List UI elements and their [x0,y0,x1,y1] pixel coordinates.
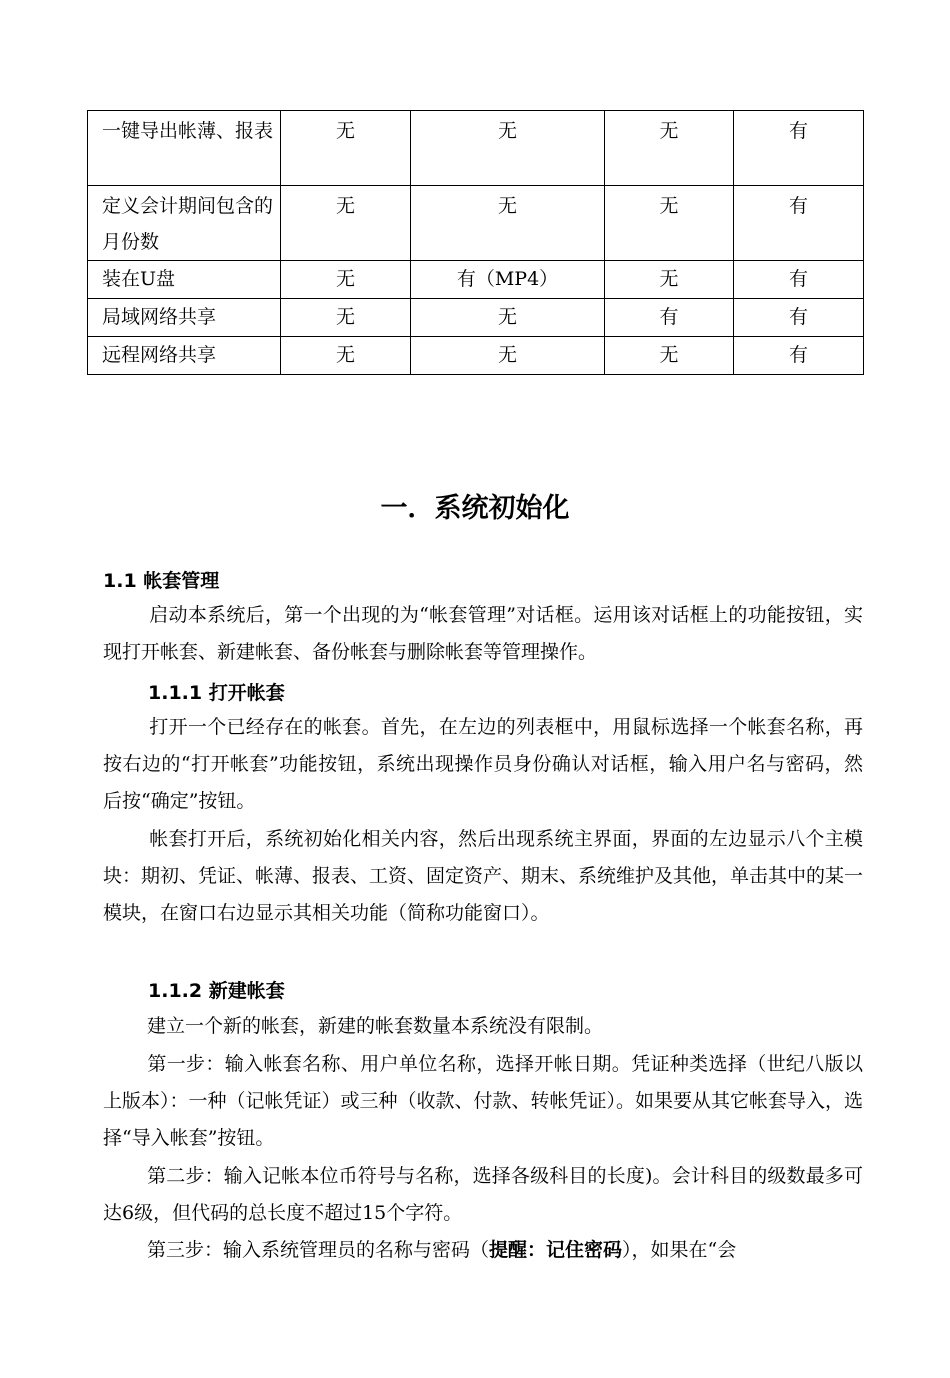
section-heading-1-1-2: 1.1.2 新建帐套 [148,980,285,1002]
paragraph [103,1046,863,1157]
paragraph-text: 建立一个新的帐套，新建的帐套数量本系统没有限制。 [147,1015,604,1037]
table-cell: 无 [605,337,734,375]
feature-comparison-table [87,110,864,375]
row-label: 装在U盘 [88,261,281,299]
row-label: 远程网络共享 [88,337,281,375]
table-cell: 无 [281,186,411,261]
paragraph [103,597,863,671]
paragraph-text: 打开一个已经存在的帐套。首先，在左边的列表框中，用鼠标选择一个帐套名称，再按右边的“打开帐套”功能按钮，系统出现操作员身份确认对话框，输入用户名与密码，然后按“确定”按钮。 [103,716,863,812]
row-label: 局域网络共享 [88,299,281,337]
table-cell: 无 [411,186,605,261]
table-cell: 无 [281,299,411,337]
row-label: 一键导出帐薄、报表 [88,111,281,186]
table-cell: 无 [411,111,605,186]
paragraph-text: ），如果在“会 [622,1239,737,1261]
chapter-title: 一．系统初始化 [380,493,570,524]
table-row [88,186,864,261]
table-cell: 有 [605,299,734,337]
paragraph [103,1232,863,1269]
paragraph-text: 帐套打开后，系统初始化相关内容，然后出现系统主界面，界面的左边显示八个主模块：期初、凭证、帐薄、报表、工资、固定资产、期末、系统维护及其他，单击其中的某一模块，在窗口右边显示其相关功能（简称功能窗口）。 [103,828,864,924]
table-cell: 有 [734,299,864,337]
table-cell: 无 [605,261,734,299]
paragraph [103,821,863,932]
paragraph-text: 第三步：输入系统管理员的名称与密码（ [147,1239,490,1261]
table-row [88,261,864,299]
paragraph-text: 第一步：输入帐套名称、用户单位名称，选择开帐日期。凭证种类选择（世纪八版以上版本）：一种（记帐凭证）或三种（收款、付款、转帐凭证）。如果要从其它帐套导入，选择“导入帐套”按钮。 [103,1053,864,1149]
table-cell: 无 [281,337,411,375]
table-row [88,337,864,375]
reminder-bold-text: 提醒：记住密码 [489,1239,623,1261]
table-cell: 无 [411,337,605,375]
table-cell: 无 [281,111,411,186]
table-cell: 有 [734,186,864,261]
paragraph-text: 第二步：输入记帐本位币符号与名称，选择各级科目的长度)。会计科目的级数最多可达6级，但代码的总长度不超过15个字符。 [103,1165,863,1224]
table-cell: 有 [734,111,864,186]
table-row [88,111,864,186]
section-heading-1-1-1: 1.1.1 打开帐套 [148,682,285,704]
row-label: 定义会计期间包含的月份数 [88,186,281,261]
table-cell: 无 [411,299,605,337]
table-row [88,299,864,337]
paragraph [103,709,863,820]
table-cell: 无 [605,186,734,261]
paragraph-text: 启动本系统后，第一个出现的为“帐套管理”对话框。运用该对话框上的功能按钮，实现打开帐套、新建帐套、备份帐套与删除帐套等管理操作。 [103,604,863,663]
paragraph [103,1158,863,1232]
table-cell: 有 [734,261,864,299]
section-heading-1-1: 1.1 帐套管理 [103,570,220,592]
table-cell: 有 [734,337,864,375]
table-cell: 无 [605,111,734,186]
paragraph [103,1008,863,1045]
table-cell: 无 [281,261,411,299]
table-cell: 有（MP4） [411,261,605,299]
